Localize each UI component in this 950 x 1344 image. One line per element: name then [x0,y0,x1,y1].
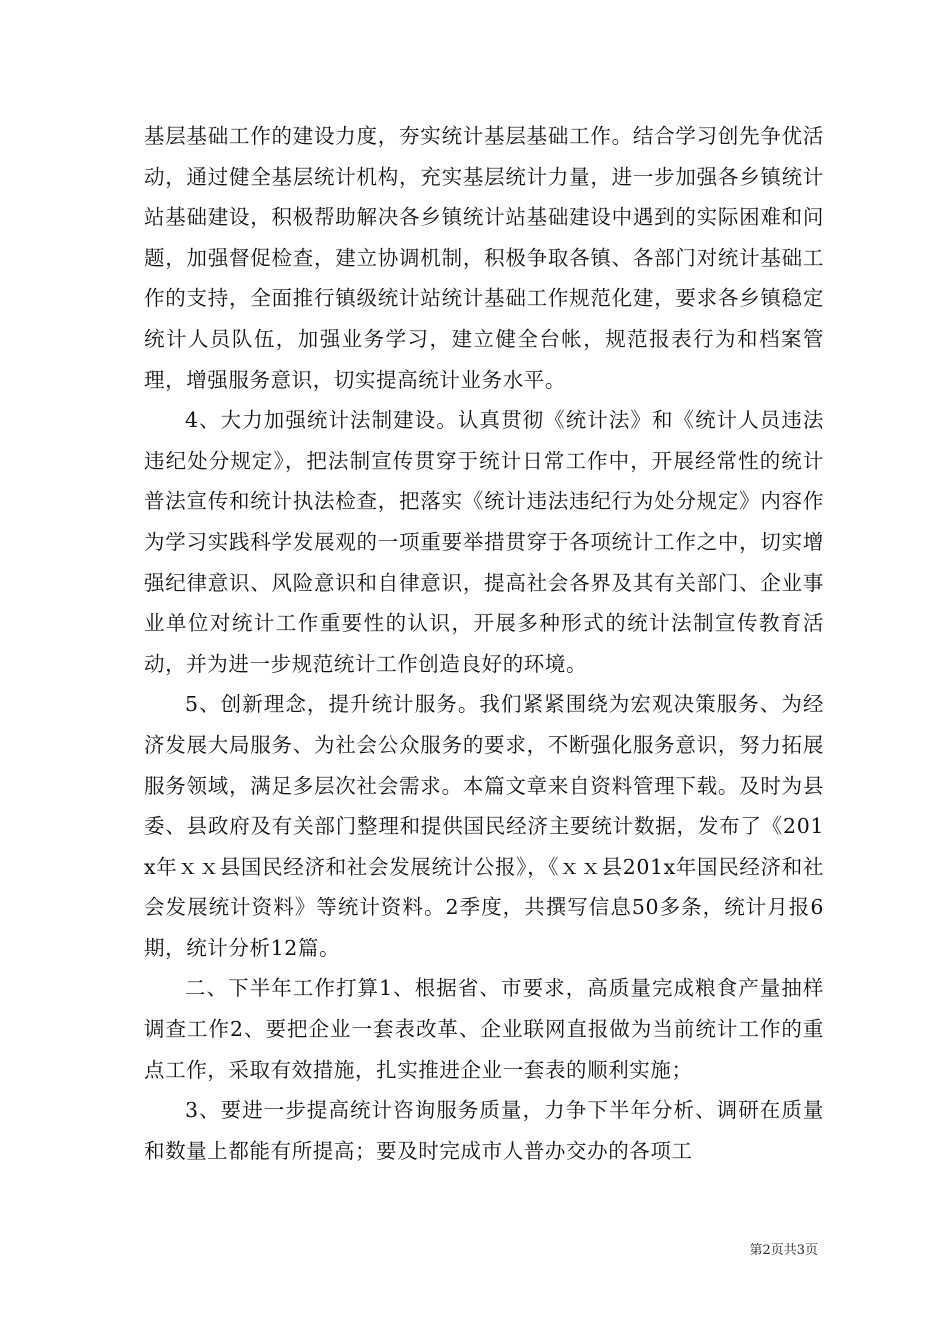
paragraph-item-3: 3、要进一步提高统计咨询服务质量，力争下半年分析、调研在质量和数量上都能有所提高；要及时完成市人普办交办的各项工 [144,1098,824,1163]
paragraph-item-5: 5、创新理念，提升统计服务。我们紧紧围绕为宏观决策服务、为经济发展大局服务、为社会公众服务的要求，不断强化服务意识，努力拓展服务领域，满足多层次社会需求。本篇文章来自资料管理下载。及时为县委、县政府及有关部门整理和提供国民经济主要统计数据，发布了《201x年ｘｘ县国民经济和社会发展统计公报》，《ｘｘ县201x年国民经济和社会发展统计资料》等统计资料。2季度，共撰写信息50多条，统计月报6期，统计分析12篇。 [144,692,824,960]
paragraph-continued: 基层基础工作的建设力度，夯实统计基层基础工作。结合学习创先争优活动，通过健全基层统计机构，充实基层统计力量，进一步加强各乡镇统计站基础建设，积极帮助解决各乡镇统计站基础建设中遇到的实际困难和问题，加强督促检查，建立协调机制，积极争取各镇、各部门对统计基础工作的支持，全面推行镇级统计站统计基础工作规范化建，要求各乡镇稳定统计人员队伍，加强业务学习，建立健全台帐，规范报表行为和档案管理，增强服务意识，切实提高统计业务水平。 [144,124,824,392]
page-number: 第2页共3页 [749,1243,818,1258]
document-body [144,116,824,1171]
paragraph-item-4: 4、大力加强统计法制建设。认真贯彻《统计法》和《统计人员违法违纪处分规定》，把法制宣传贯穿于统计日常工作中，开展经常性的统计普法宣传和统计执法检查，把落实《统计违法违纪行为处分规定》内容作为学习实践科学发展观的一项重要举措贯穿于各项统计工作之中，切实增强纪律意识、风险意识和自律意识，提高社会各界及其有关部门、企业事业单位对统计工作重要性的认识，开展多种形式的统计法制宣传教育活动，并为进一步规范统计工作创造良好的环境。 [144,408,824,676]
paragraph-section-2: 二、下半年工作打算1、根据省、市要求，高质量完成粮食产量抽样调查工作2、要把企业一套表改革、企业联网直报做为当前统计工作的重点工作，采取有效措施，扎实推进企业一套表的顺利实施； [144,976,824,1082]
